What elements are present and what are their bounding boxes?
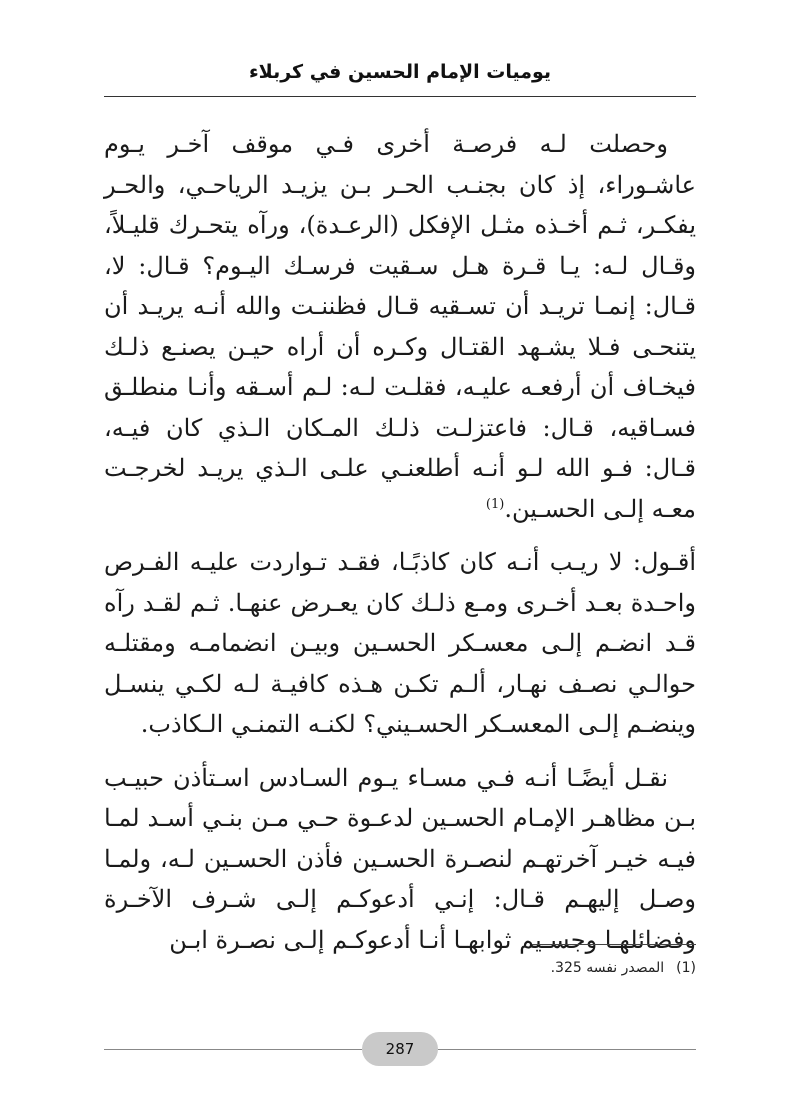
body-text (104, 124, 696, 973)
page-number-rule-right (438, 1049, 696, 1050)
paragraph-1 (104, 124, 696, 529)
page-number: 287 (362, 1032, 438, 1066)
footnote (104, 958, 696, 978)
footnote-divider (532, 944, 696, 945)
paragraph-1-text: وحصلت لـه فرصـة أخرى فـي موقف آخـر يـوم عاشـوراء، إذ كان بجنـب الحـر بـن يزيـد الرياحـي، والحـر يفكـر، ثـم أخـذه مثـل الإفكل (الرعـدة)، ورآه يتحـرك قليـلاً، وقـال لـه: يـا قـرة هـل سـقيت فرسـك اليـوم؟ قـال: لا، قـال: إنمـا تريـد أن تسـقيه قـال فظننـت والله أنـه يريـد أن يتنحـى فـلا يشـهد القتـال وكـره أن أراه حيـن يصنـع ذلـك فيخـاف أن أرفعـه عليـه، فقلـت لـه: لـم أسـقه وأنـا منطلـق فسـاقيه، قـال: فاعتزلـت ذلـك المـكان الـذي كان فيـه، قـال: فـو الله لـو أنـه أطلعنـي علـى الـذي يريـد لخرجـت معـه إلـى الحسـين. (104, 130, 696, 523)
page-number-rule-left (104, 1049, 362, 1050)
running-header: يوميات الإمام الحسين في كربلاء (248, 61, 552, 83)
header-divider (104, 96, 696, 97)
page-number-area (104, 1032, 696, 1068)
paragraph-2: أقـول: لا ريـب أنـه كان كاذبًـا، فقـد تـواردت عليـه الفـرص واحـدة بعـد أخـرى ومـع ذلـك كان يعـرض عنهـا. ثـم لقـد رآه قـد انضـم إلـى معسـكر الحسـين وبيـن انضمامـه ومقتلـه حوالـي نصـف نهـار، ألـم تكـن هـذه كافيـة لـه لكـي ينسـل وينضـم إلـى المعسـكر الحسـيني؟ لكنـه التمنـي الـكاذب. (104, 548, 696, 738)
footnote-reference[interactable]: (1) (485, 496, 505, 512)
footnote-mark: (1) (676, 960, 696, 976)
footnote-text: المصدر نفسه 325. (550, 960, 665, 976)
paragraph-3: نقـل أيضًـا أنـه فـي مسـاء يـوم السـادس اسـتأذن حبيـب بـن مظاهـر الإمـام الحسـين لدعـوة حـي مـن بنـي أسـد لمـا فيـه خيـر آخرتهـم لنصـرة الحسـين فأذن الحسـين لـه، ولمـا وصـل إليهـم قـال: إنـي أدعوكـم إلـى شـرف الآخـرة وفضائلهـا وجسـيم ثوابهـا أنـا أدعوكـم إلـى نصـرة ابـن (104, 763, 697, 954)
